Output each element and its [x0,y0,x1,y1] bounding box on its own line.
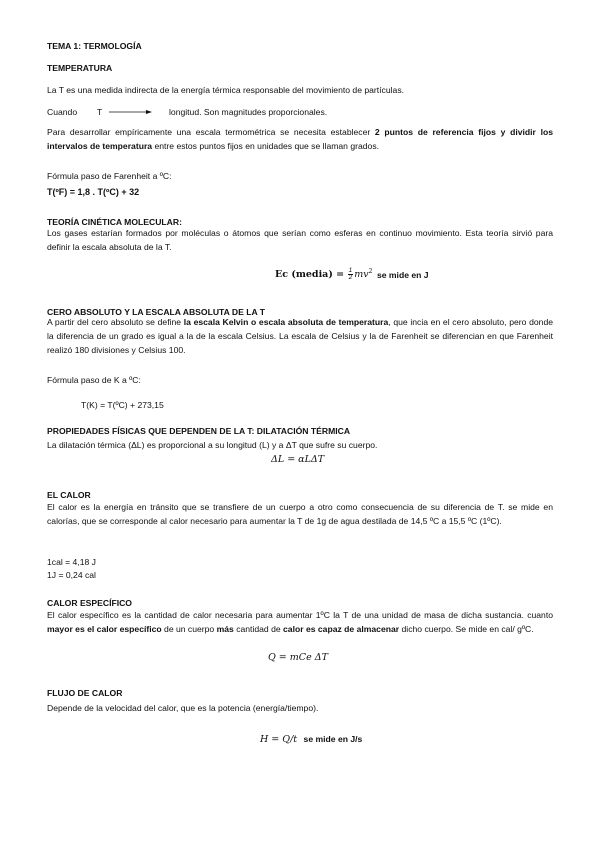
dilatacion-formula: ΔL = αLΔT [271,454,325,465]
section-heading-cinetica: TEORÍA CINÉTICA MOLECULAR: [47,217,182,227]
right-arrow-icon [108,107,153,117]
paragraph-temperatura-1: La T es una medida indirecta de la energía térmica responsable del movimiento de partículas. [47,85,405,95]
joule-to-calorie: 1J = 0,24 cal [47,570,96,580]
paragraph-especifico: El calor específico es la cantidad de calor necesaria para aumentar 1ºC la T de una unidad de masa de dicha sustancia. cuanto mayor es el calor específico de un cuerpo más cantidad de calor es capaz de almacenar dicho cuerpo. Se mide en cal/ gºC. [47,610,553,634]
farenheit-formula-label: Fórmula paso de Farenheit a ºC: [47,171,172,181]
paragraph-cinetica: Los gases estarían formados por moléculas o átomos que serían como esferas en continuo movimiento. Esta teoría sirvió para definir la escala absoluta de la T. [47,228,553,252]
section-heading-dilatacion: PROPIEDADES FÍSICAS QUE DEPENDEN DE LA T: DILATACIÓN TÉRMICA [47,426,351,436]
section-heading-flujo: FLUJO DE CALOR [47,688,123,698]
longitud-text: longitud. Son magnitudes proporcionales. [169,107,328,117]
kelvin-formula: T(K) = T(ºC) + 273,15 [81,400,164,410]
paragraph-cero: A partir del cero absoluto se define la escala Kelvin o escala absoluta de temperatura, que incia en el cero absoluto, pero donde la diferencia de un grado es igual a la de la escala Celsius. La escala de Celsius y la de Farenheit se diferencian en que Farenheit realizó 180 divisiones y Celsius 100. [47,317,553,355]
section-heading-especifico: CALOR ESPECÍFICO [47,598,132,608]
kinetic-energy-formula: Ec (media) = $\frac{1}{2}$ $mv^2$ se mide en J [275,267,429,282]
t-symbol: T [97,107,103,117]
document-title: TEMA 1: TERMOLOGÍA [47,41,142,51]
paragraph-dilatacion: La dilatación térmica (ΔL) es proporcional a su longitud (L) y a ΔT que sufre su cuerpo. [47,440,378,450]
paragraph-temperatura-2: Para desarrollar empíricamente una escala termométrica se necesita establecer 2 puntos de referencia fijos y dividir los intervalos de temperatura entre estos puntos fijos en unidades que se llaman grados. [47,127,553,151]
cuando-word: Cuando [47,107,78,117]
kelvin-formula-label: Fórmula paso de K a ºC: [47,375,141,385]
section-heading-cero: CERO ABSOLUTO Y LA ESCALA ABSOLUTA DE LA T [47,307,266,317]
paragraph-calor: El calor es la energía en tránsito que se transfiere de un cuerpo a otro como consecuencia de su diferencia de T. se mide en calorías, que se corresponde al calor necesario para aumentar la T de 1g de agua destilada de 14,5 ºC a 15,5 ºC (1ºC). [47,502,553,526]
calorie-to-joule: 1cal = 4,18 J [47,557,96,567]
section-heading-calor: EL CALOR [47,490,91,500]
flujo-formula: H = Q/t se mide en J/s [260,734,363,745]
paragraph-flujo: Depende de la velocidad del calor, que es la potencia (energía/tiempo). [47,703,319,713]
section-heading-temperatura: TEMPERATURA [47,63,113,73]
especifico-formula: Q = mCe ΔT [268,652,328,663]
farenheit-formula: T(ºF) = 1,8 . T(ºC) + 32 [47,187,140,197]
